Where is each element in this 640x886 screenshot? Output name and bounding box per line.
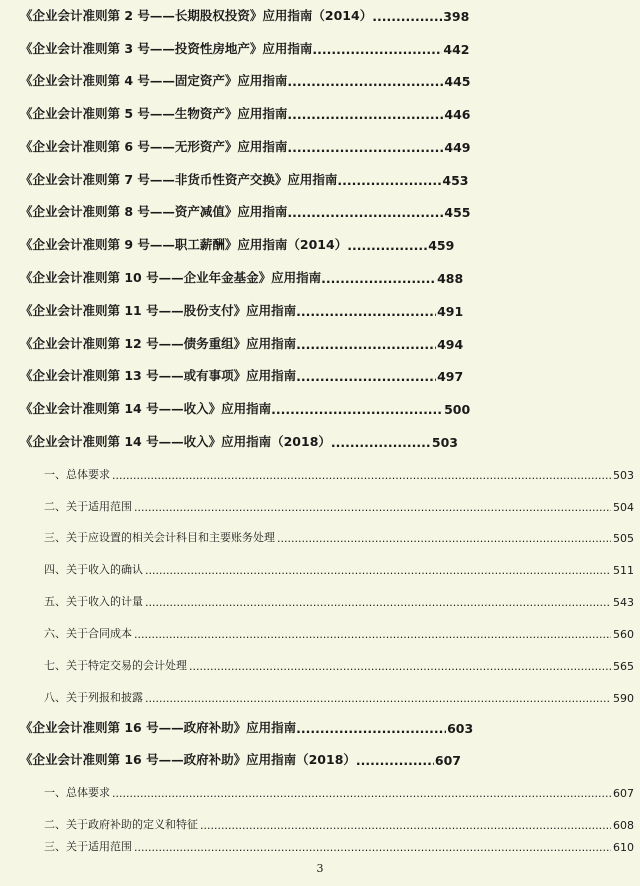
toc-subentry-title: 三、关于应设置的相关会计科目和主要账务处理 [44,531,275,544]
toc-subentry[interactable] [0,494,640,514]
toc-entry-title: 《企业会计准则第 2 号——长期股权投资》应用指南（2014） [20,8,373,23]
toc-entry[interactable] [0,102,640,122]
dot-leader [134,628,611,641]
dot-leader [287,74,443,89]
toc-entry[interactable] [0,233,640,253]
toc-entry-page: 497 [437,369,464,384]
toc-entry-page: 459 [428,238,455,253]
toc-entry-title: 《企业会计准则第 14 号——收入》应用指南（2018） [20,434,331,449]
dot-leader [271,402,443,417]
toc-entry-title: 《企业会计准则第 4 号——固定资产》应用指南 [20,73,288,88]
toc-subentry-title: 五、关于收入的计量 [44,595,143,608]
dot-leader [296,304,436,319]
toc-entry-page: 503 [431,435,458,450]
dot-leader [321,271,436,286]
dot-leader [296,721,446,736]
toc-entry-title: 《企业会计准则第 14 号——收入》应用指南 [20,401,272,416]
dot-leader [200,819,611,832]
dot-leader [277,532,611,545]
toc-entry-title: 《企业会计准则第 5 号——生物资产》应用指南 [20,106,288,121]
toc-subentry-page: 608 [613,819,634,832]
toc-entry[interactable] [0,69,640,89]
toc-entry-page: 488 [437,271,464,286]
dot-leader [134,841,611,854]
toc-entry[interactable] [0,266,640,286]
toc-subentry-title: 一、总体要求 [44,468,110,481]
toc-subentry-title: 七、关于特定交易的会计处理 [44,659,187,672]
toc-entry[interactable] [0,364,640,384]
toc-entry[interactable] [0,135,640,155]
dot-leader [347,238,427,253]
dot-leader [112,787,611,800]
toc-entry-title: 《企业会计准则第 9 号——职工薪酬》应用指南（2014） [20,237,348,252]
toc-entry-page: 500 [444,402,471,417]
dot-leader [312,42,442,57]
toc-subentry-page: 503 [613,469,634,482]
toc-subentry-title: 二、关于适用范围 [44,500,132,513]
dot-leader [372,9,442,24]
toc-subentry-title: 六、关于合同成本 [44,627,132,640]
dot-leader [337,173,441,188]
toc-entry-title: 《企业会计准则第 12 号——债务重组》应用指南 [20,336,297,351]
toc-entry-title: 《企业会计准则第 8 号——资产减值》应用指南 [20,204,288,219]
toc-entry-title: 《企业会计准则第 7 号——非货币性资产交换》应用指南 [20,172,338,187]
toc-subentry[interactable] [0,780,640,800]
toc-subentry-title: 一、总体要求 [44,786,110,799]
toc-entry-title: 《企业会计准则第 3 号——投资性房地产》应用指南 [20,41,313,56]
toc-subentry-page: 565 [613,660,634,673]
toc-subentry-title: 三、关于适用范围 [44,840,132,853]
dot-leader [145,564,611,577]
toc-subentry[interactable] [0,525,640,545]
toc-subentry[interactable] [0,812,640,832]
toc-subentry[interactable] [0,589,640,609]
toc-entry[interactable] [0,37,640,57]
toc-subentry-page: 590 [613,692,634,705]
toc-subentry-title: 二、关于政府补助的定义和特征 [44,818,198,831]
toc-entry-page: 455 [444,205,471,220]
toc-entry[interactable] [0,748,640,768]
toc-entry-page: 494 [437,337,464,352]
dot-leader [287,140,443,155]
toc-subentry-page: 511 [613,564,634,577]
toc-subentry-title: 八、关于列报和披露 [44,691,143,704]
toc-entry-page: 449 [444,140,471,155]
toc-entry-page: 398 [443,9,470,24]
toc-subentry-title: 四、关于收入的确认 [44,563,143,576]
toc-entry[interactable] [0,397,640,417]
dot-leader [145,596,611,609]
toc-entry-page: 603 [447,721,474,736]
dot-leader [189,660,611,673]
toc-entry-page: 442 [443,42,470,57]
toc-entry-title: 《企业会计准则第 13 号——或有事项》应用指南 [20,368,297,383]
dot-leader [112,469,611,482]
toc-entry-page: 491 [437,304,464,319]
toc-entry[interactable] [0,716,640,736]
toc-entry-title: 《企业会计准则第 16 号——政府补助》应用指南（2018） [20,752,356,767]
toc-subentry[interactable] [0,462,640,482]
toc-entry-page: 453 [442,173,469,188]
toc-entry[interactable] [0,168,640,188]
toc-entry[interactable] [0,200,640,220]
toc-entry[interactable] [0,4,640,24]
toc-subentry-page: 505 [613,532,634,545]
toc-subentry[interactable] [0,834,640,854]
toc-subentry-page: 610 [613,841,634,854]
toc-subentry-page: 543 [613,596,634,609]
dot-leader [287,107,443,122]
toc-entry-page: 445 [444,74,471,89]
toc-subentry-page: 607 [613,787,634,800]
toc-entry-title: 《企业会计准则第 11 号——股份支付》应用指南 [20,303,297,318]
dot-leader [356,753,434,768]
toc-subentry[interactable] [0,621,640,641]
toc-entry-page: 446 [444,107,471,122]
toc-entry[interactable] [0,299,640,319]
dot-leader [331,435,431,450]
toc-subentry[interactable] [0,557,640,577]
page-number: 3 [316,862,324,875]
toc-entry-title: 《企业会计准则第 10 号——企业年金基金》应用指南 [20,270,322,285]
dot-leader [287,205,443,220]
toc-subentry[interactable] [0,653,640,673]
toc-entry[interactable] [0,430,640,450]
dot-leader [134,501,611,514]
toc-entry[interactable] [0,332,640,352]
toc-entry-title: 《企业会计准则第 16 号——政府补助》应用指南 [20,720,297,735]
dot-leader [145,692,611,705]
toc-entry-page: 607 [434,753,461,768]
toc-entry-title: 《企业会计准则第 6 号——无形资产》应用指南 [20,139,288,154]
toc-subentry-page: 504 [613,501,634,514]
dot-leader [296,369,436,384]
dot-leader [296,337,436,352]
toc-subentry[interactable] [0,685,640,705]
toc-subentry-page: 560 [613,628,634,641]
